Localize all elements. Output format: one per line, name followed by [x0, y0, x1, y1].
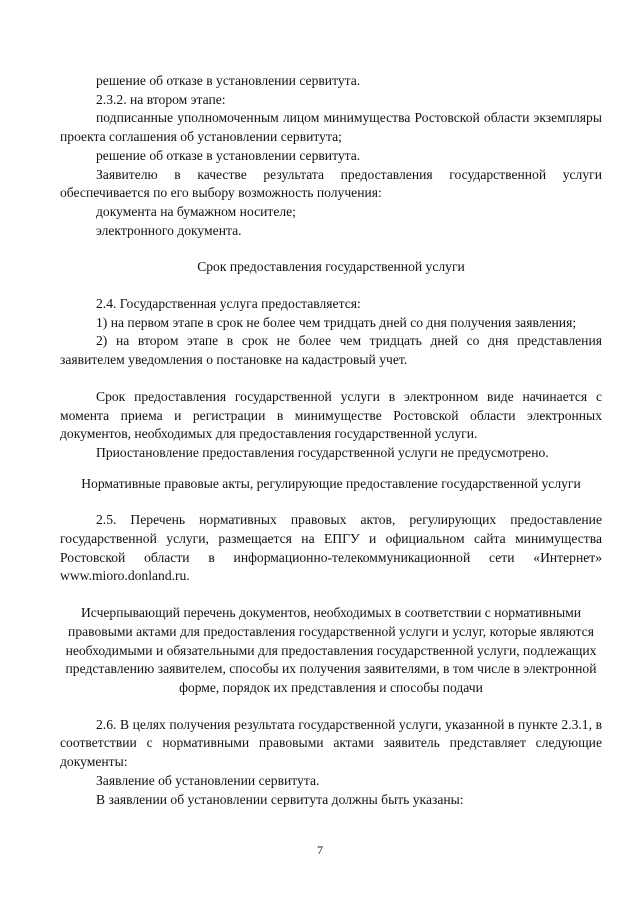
spacer [60, 698, 602, 716]
section-heading: Срок предоставления государственной услуги [197, 259, 465, 275]
paragraph: подписанные уполномоченным лицом минимущества Ростовской области экземпляры проекта соглашения об установлении сервитута; [60, 110, 602, 145]
paragraph: решение об отказе в установлении сервитута. [96, 147, 361, 163]
paragraph: 2.4. Государственная услуга предоставляется: [96, 296, 361, 312]
paragraph: В заявлении об установлении сервитута должны быть указаны: [96, 791, 464, 807]
spacer [60, 493, 602, 511]
paragraph: Приостановление предоставления государственной услуги не предусмотрено. [96, 444, 549, 460]
spacer [60, 240, 602, 258]
paragraph: 1) на первом этапе в срок не более чем тридцать дней со дня получения заявления; [96, 314, 577, 330]
paragraph: Срок предоставления государственной услуги в электронном виде начинается с момента приема и регистрации в минимуществе Ростовской области электронных документов, необходимых для предоставления государственной услуги. [60, 388, 602, 442]
paragraph: 2) на втором этапе в срок не более чем тридцать дней со дня представления заявителем уведомления о постановке на кадастровый учет. [60, 333, 602, 368]
paragraph: 2.6. В целях получения результата государственной услуги, указанной в пункте 2.3.1, в соответствии с нормативными правовыми актами заявитель представляет следующие документы: [60, 716, 602, 770]
spacer [60, 370, 602, 388]
document-page [60, 72, 602, 809]
paragraph: 2.5. Перечень нормативных правовых актов, регулирующих предоставление государственной услуги, размещается на ЕПГУ и официальном сайта минимущества Ростовской области в информационно-телекоммуникационной сети «Интернет» www.mioro.donland.ru. [60, 512, 602, 584]
paragraph: Заявление об установлении сервитута. [96, 772, 320, 788]
paragraph: решение об отказе в установлении сервитута. [96, 73, 361, 88]
spacer [60, 586, 602, 604]
section-heading: Нормативные правовые акты, регулирующие предоставление государственной услуги [81, 475, 581, 491]
paragraph: Заявителю в качестве результата предоставления государственной услуги обеспечивается по его выбору возможность получения: [60, 166, 602, 201]
spacer [60, 277, 602, 295]
paragraph: электронного документа. [96, 222, 242, 238]
paragraph: 2.3.2. на втором этапе: [96, 91, 226, 107]
section-heading: Исчерпывающий перечень документов, необходимых в соответствии с нормативными правовыми актами для предоставления государственной услуги и услуг, которые являются необходимыми и обязательными для предоставления государственной услуги, подлежащих представлению заявителем, способы их получения заявителями, в том числе в электронной форме, порядок их представления и способы подачи [65, 605, 597, 695]
spacer [60, 463, 602, 475]
page-number: 7 [317, 843, 323, 857]
paragraph: документа на бумажном носителе; [96, 203, 296, 219]
